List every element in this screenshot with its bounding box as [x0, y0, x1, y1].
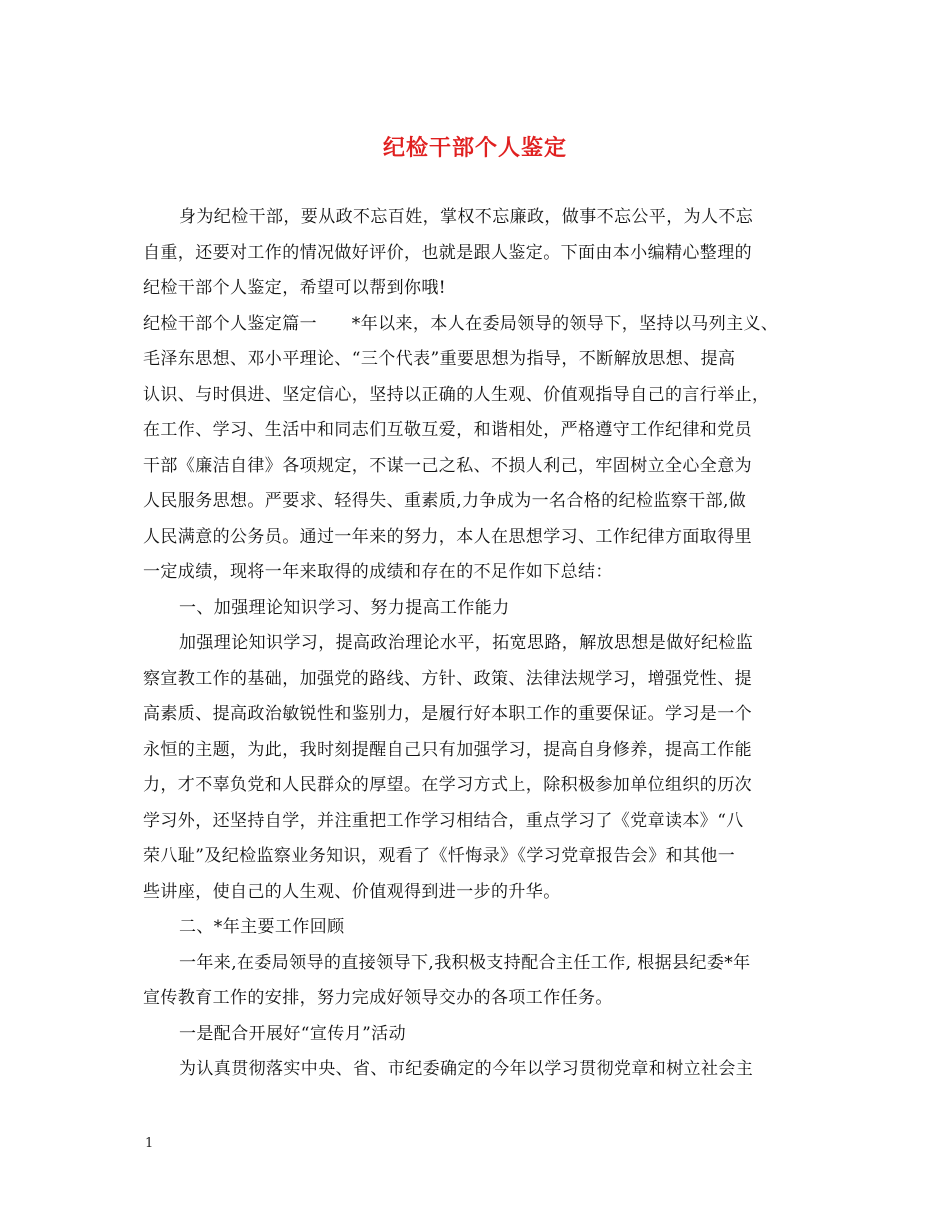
text-line: 纪检干部个人鉴定篇一 *年以来，本人在委局领导的领导下，坚持以马列主义、	[143, 313, 779, 334]
text-line: 认识、与时俱进、坚定信心，坚持以正确的人生观、价值观指导自己的言行举止，	[143, 384, 770, 405]
text-line: 一定成绩，现将一年来取得的成绩和存在的不足作如下总结：	[143, 562, 613, 582]
text-line: 纪检干部个人鉴定，希望可以帮到你哦!	[143, 278, 447, 298]
text-line: 身为纪检干部，要从政不忘百姓，掌权不忘廉政，做事不忘公平，为人不忘	[179, 207, 754, 227]
text-line: 荣八耻”及纪检监察业务知识，观看了《忏悔录》《学习党章报告会》和其他一	[143, 846, 736, 866]
text-line: 一年来,在委局领导的直接领导下,我积极支持配合主任工作, 根据县纪委*年	[179, 952, 751, 973]
page-number: 1	[145, 1136, 154, 1151]
document-title: 纪检干部个人鉴定	[382, 135, 567, 161]
text-line: 一是配合开展好“宣传月”活动	[179, 1023, 406, 1044]
text-line: 人民服务思想。严要求、轻得失、重素质,力争成为一名合格的纪检监察干部,做	[143, 491, 747, 511]
text-line: 加强理论知识学习，提高政治理论水平，拓宽思路，解放思想是做好纪检监	[179, 633, 754, 653]
text-line: 干部《廉洁自律》各项规定，不谋一己之私、不损人利己，牢固树立全心全意为	[143, 455, 752, 476]
text-line: 些讲座，使自己的人生观、价值观得到进一步的升华。	[143, 881, 561, 902]
text-line: 察宣教工作的基础，加强党的路线、方针、政策、法律法规学习，增强党性、提	[143, 668, 752, 689]
text-line: 高素质、提高政治敏锐性和鉴别力，是履行好本职工作的重要保证。学习是一个	[143, 704, 752, 724]
text-line: 力，才不辜负党和人民群众的厚望。在学习方式上，除积极参加单位组织的历次	[143, 775, 752, 795]
text-line: 永恒的主题，为此，我时刻提醒自己只有加强学习，提高自身修养，提高工作能	[143, 739, 752, 760]
text-line: 在工作、学习、生活中和同志们互敬互爱，和谐相处，严格遵守工作纪律和党员	[143, 420, 752, 440]
text-line: 毛泽东思想、邓小平理论、“三个代表”重要思想为指导，不断解放思想、提高	[143, 349, 736, 369]
text-line: 人民满意的公务员。通过一年来的努力，本人在思想学习、工作纪律方面取得里	[143, 526, 752, 547]
text-line: 自重，还要对工作的情况做好评价，也就是跟人鉴定。下面由本小编精心整理的	[143, 242, 752, 263]
text-line: 二、*年主要工作回顾	[179, 917, 345, 937]
text-line: 宣传教育工作的安排，努力完成好领导交办的各项工作任务。	[143, 988, 613, 1008]
document-body	[143, 200, 823, 1088]
text-line: 学习外，还坚持自学，并注重把工作学习相结合，重点学习了《党章读本》“八	[143, 810, 744, 831]
text-line: 为认真贯彻落实中央、省、市纪委确定的今年以学习贯彻党章和树立社会主	[179, 1059, 754, 1079]
text-line: 一、加强理论知识学习、努力提高工作能力	[179, 597, 510, 618]
